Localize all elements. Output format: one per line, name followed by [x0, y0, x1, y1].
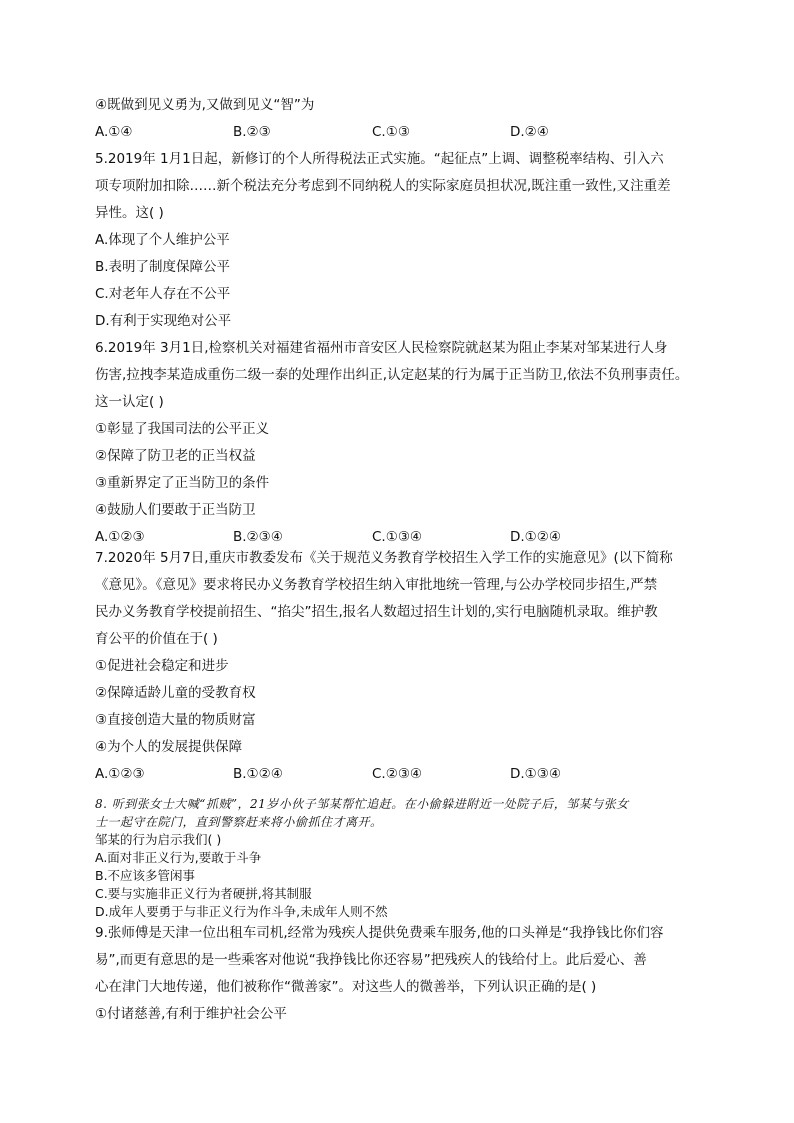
q8-choice-d: D.成年人要勇于与非正义行为作斗争,未成年人则不然 [95, 904, 388, 919]
q5-choice-b: B.表明了制度保障公平 [95, 259, 231, 275]
q8-stem-line-2: 士一起守在院门，直到警察赶来将小偷抓住才离开。 [95, 815, 383, 829]
q6-answer-row [95, 528, 715, 546]
q8-choice-a: A.面对非正义行为,要敢于斗争 [95, 850, 262, 865]
q7-answer-row [95, 765, 715, 783]
q9-stem-line-3: 心在津门大地传递，他们被称作“微善家”。对这些人的微善举，下列认识正确的是( ) [95, 979, 597, 995]
answer-choice-c: C.②③④ [372, 766, 423, 782]
q6-stem-line-3: 这一认定( ) [95, 394, 164, 410]
q7-stem-line-2: 《意见》。《意见》要求将民办义务教育学校招生纳入审批地统一管理,与公办学校同步招生,严禁 [95, 577, 658, 593]
answer-choice-b: B.①②④ [233, 766, 283, 782]
q7-stem-line-1: 7.2020年 5月7日,重庆市教委发布《关于规范义务教育学校招生入学工作的实施意见》(以下简称 [95, 550, 673, 566]
answer-choice-c: C.①③④ [372, 529, 423, 545]
q5-choice-c: C.对老年人存在不公平 [95, 286, 231, 302]
q7-stem-line-4: 育公平的价值在于( ) [95, 631, 218, 647]
q6-stem-line-1: 6.2019年 3月1日,检察机关对福建省福州市音安区人民检察院就赵某为阻止李某对邹某进行人身 [95, 340, 668, 356]
q9-option-1: ①付诸慈善,有利于维护社会公平 [95, 1006, 287, 1022]
q9-stem-line-1: 9.张师傅是天津一位出租车司机,经常为残疾人提供免费乘车服务,他的口头禅是“我挣钱比你们容 [95, 925, 664, 941]
answer-choice-d: D.①③④ [510, 766, 561, 782]
q5-stem-line-2: 项专项附加扣除……新个税法充分考虑到不同纳税人的实际家庭员担状况,既注重一致性,又注重差 [95, 178, 671, 194]
q6-stem-line-2: 伤害,拉拽李某造成重伤二级一泰的处理作出纠正,认定赵某的行为属于正当防卫,依法不负刑事责任。 [95, 367, 689, 383]
q8-stem-line-1: 8. 听到张女士大喊“抓贼”，21岁小伙子邹某帮忙追赶。在小偷躲进附近一处院子后，邹某与张女 [95, 797, 629, 811]
q4-answer-row [95, 123, 715, 141]
q7-option-1: ①促进社会稳定和进步 [95, 658, 229, 674]
q6-option-3: ③重新界定了正当防卫的条件 [95, 475, 270, 491]
q7-option-4: ④为个人的发展提供保障 [95, 739, 243, 755]
answer-choice-b: B.②③④ [233, 529, 283, 545]
q8-choice-b: B.不应该多管闲事 [95, 868, 196, 883]
answer-choice-a: A.①④ [95, 124, 133, 140]
q5-stem-line-1: 5.2019年 1月1日起，新修订的个人所得税法正式实施。“起征点”上调、调整税率结构、引入六 [95, 151, 664, 167]
q8-question: 邹某的行为启示我们( ) [95, 832, 222, 847]
q5-stem-line-3: 异性。这( ) [95, 205, 164, 221]
q9-stem-line-2: 易”,而更有意思的是一些乘客对他说“我挣钱比你还容易”把残疾人的钱给付上。此后爱心、善 [95, 952, 647, 968]
q6-option-4: ④鼓励人们要敢于正当防卫 [95, 502, 256, 518]
q8-choice-c: C.要与实施非正义行为者硬拼,将其制服 [95, 886, 312, 901]
answer-choice-d: D.①②④ [510, 529, 561, 545]
q5-choice-a: A.体现了个人维护公平 [95, 232, 230, 248]
answer-choice-a: A.①②③ [95, 766, 145, 782]
q7-option-3: ③直接创造大量的物质财富 [95, 712, 256, 728]
q6-option-1: ①彰显了我国司法的公平正义 [95, 421, 270, 437]
answer-choice-a: A.①②③ [95, 529, 145, 545]
answer-choice-b: B.②③ [233, 124, 271, 140]
answer-choice-c: C.①③ [372, 124, 410, 140]
answer-choice-d: D.②④ [510, 124, 549, 140]
q6-option-2: ②保障了防卫老的正当权益 [95, 448, 256, 464]
q5-choice-d: D.有利于实现绝对公平 [95, 313, 232, 329]
q7-stem-line-3: 民办义务教育学校提前招生、“掐尖”招生,报名人数超过招生计划的,实行电脑随机录取。维护教 [95, 604, 658, 620]
q7-option-2: ②保障适龄儿童的受教育权 [95, 685, 256, 701]
q4-option-4: ④既做到见义勇为,又做到见义“智”为 [95, 97, 315, 113]
